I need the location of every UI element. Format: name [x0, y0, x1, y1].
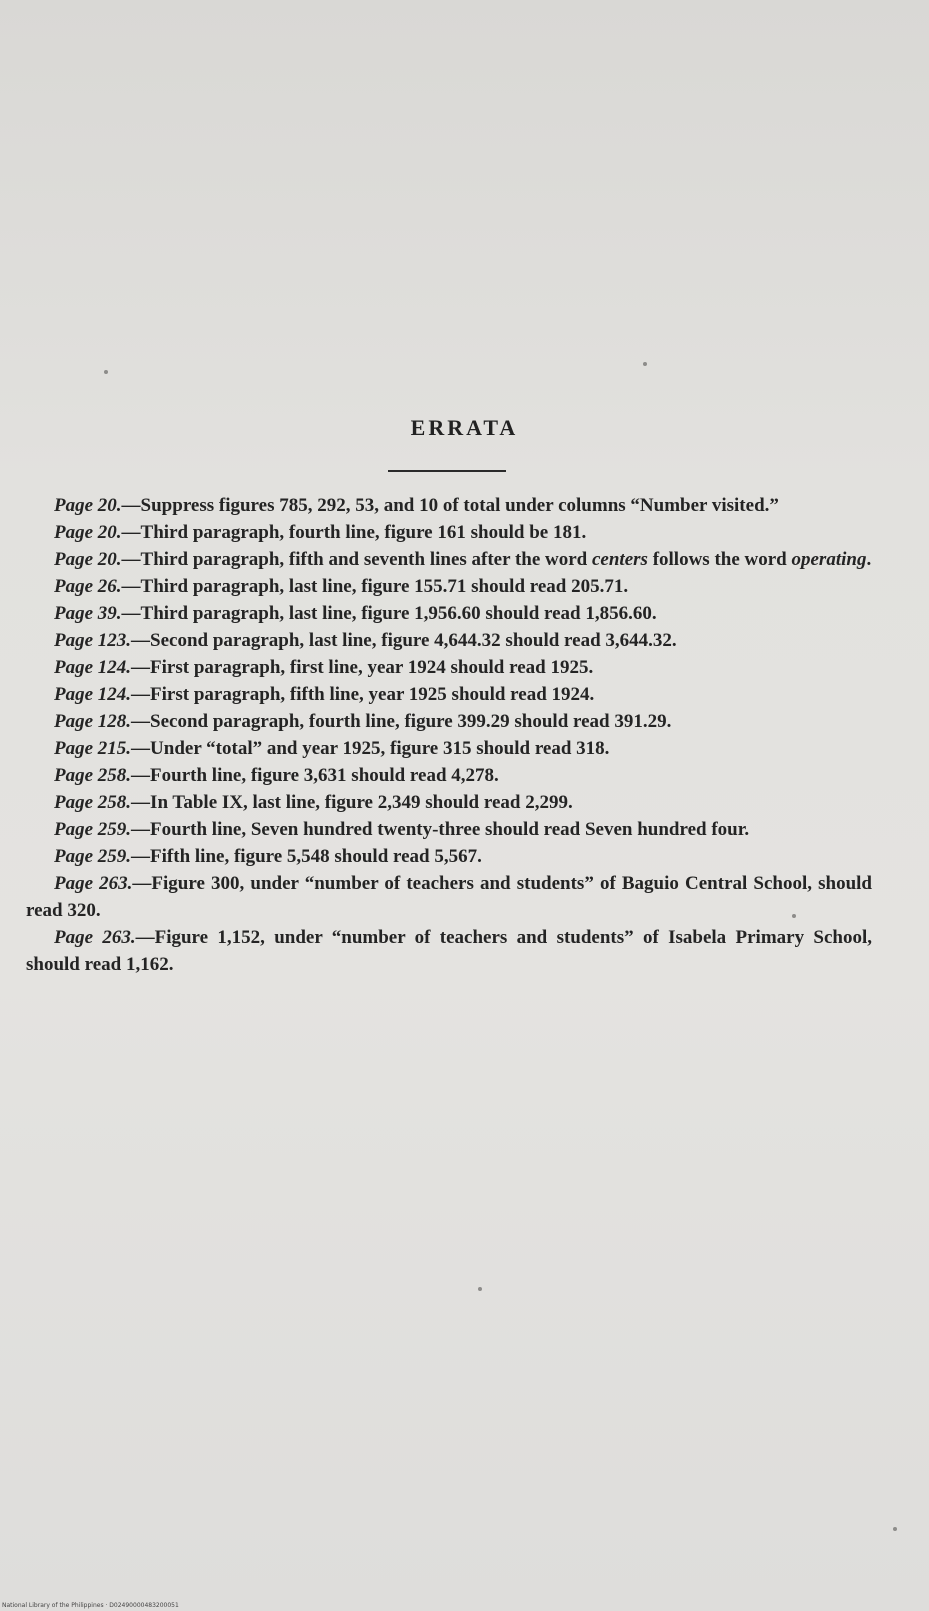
correction-text: —In Table IX, last line, figure 2,349 should read 2,299.	[131, 792, 573, 813]
scan-speck	[893, 1527, 897, 1531]
correction-text: —Suppress figures 785, 292, 53, and 10 of total under columns “Number visited.”	[121, 495, 779, 516]
page-reference: Page 20.	[54, 522, 122, 543]
correction-text: —Fourth line, figure 3,631 should read 4,278.	[131, 765, 499, 786]
page-reference: Page 128.	[54, 711, 132, 732]
errata-entry	[26, 762, 872, 789]
correction-text: —Fifth line, figure 5,548 should read 5,567.	[131, 846, 482, 867]
correction-text: —Third paragraph, last line, figure 155.71 should read 205.71.	[121, 576, 629, 597]
page-reference: Page 258.	[54, 765, 132, 786]
page-reference: Page 263.	[54, 927, 136, 948]
scan-speck	[643, 362, 647, 366]
page-reference: Page 39.	[54, 603, 122, 624]
correction-text: —Under “total” and year 1925, figure 315 should read 318.	[131, 738, 610, 759]
scan-speck	[478, 1287, 482, 1291]
errata-entry	[26, 600, 872, 627]
correction-text: —Third paragraph, fifth and seventh lines after the word	[121, 549, 592, 570]
correction-text: —Third paragraph, last line, figure 1,956.60 should read 1,856.60.	[121, 603, 657, 624]
correction-text: —Fourth line, Seven hundred twenty-three should read Seven hundred four.	[131, 819, 750, 840]
scan-speck	[104, 370, 108, 374]
correction-text: —Second paragraph, fourth line, figure 399.29 should read 391.29.	[131, 711, 672, 732]
italic-word: operating	[791, 549, 867, 570]
correction-text: —Second paragraph, last line, figure 4,644.32 should read 3,644.32.	[131, 630, 677, 651]
page-reference: Page 124.	[54, 684, 132, 705]
errata-entry	[26, 816, 872, 843]
errata-list	[26, 492, 872, 978]
page-reference: Page 124.	[54, 657, 132, 678]
page-reference: Page 258.	[54, 792, 132, 813]
page-reference: Page 123.	[54, 630, 132, 651]
errata-entry	[26, 627, 872, 654]
errata-entry	[26, 546, 872, 573]
errata-title: ERRATA	[410, 415, 519, 440]
title-underline	[388, 470, 506, 472]
errata-entry	[26, 573, 872, 600]
correction-text: —Figure 1,152, under “number of teachers and students” of Isabela Primary School, should read 1,162.	[26, 927, 872, 975]
errata-entry	[26, 492, 872, 519]
errata-entry	[26, 924, 872, 978]
correction-text: —Third paragraph, fourth line, figure 161 should be 181.	[121, 522, 587, 543]
italic-word: centers	[592, 549, 648, 570]
page-reference: Page 20.	[54, 495, 122, 516]
page-reference: Page 259.	[54, 819, 132, 840]
page-reference: Page 263.	[54, 873, 133, 894]
correction-text: —Figure 300, under “number of teachers and students” of Baguio Central School, should read 320.	[26, 873, 872, 921]
errata-entry	[26, 843, 872, 870]
scan-speck	[792, 914, 796, 918]
page-reference: Page 215.	[54, 738, 132, 759]
errata-entry	[26, 708, 872, 735]
errata-entry	[26, 735, 872, 762]
errata-entry	[26, 519, 872, 546]
errata-entry	[26, 789, 872, 816]
correction-text: —First paragraph, fifth line, year 1925 should read 1924.	[131, 684, 595, 705]
correction-text: .	[866, 549, 872, 570]
page-reference: Page 20.	[54, 549, 122, 570]
errata-entry	[26, 870, 872, 924]
page-reference: Page 26.	[54, 576, 122, 597]
errata-entry	[26, 654, 872, 681]
correction-text: follows the word	[647, 549, 792, 570]
errata-entry	[26, 681, 872, 708]
correction-text: —First paragraph, first line, year 1924 should read 1925.	[131, 657, 594, 678]
library-footer: National Library of the Philippines · D02490000483200051	[2, 1602, 179, 1609]
page-reference: Page 259.	[54, 846, 132, 867]
